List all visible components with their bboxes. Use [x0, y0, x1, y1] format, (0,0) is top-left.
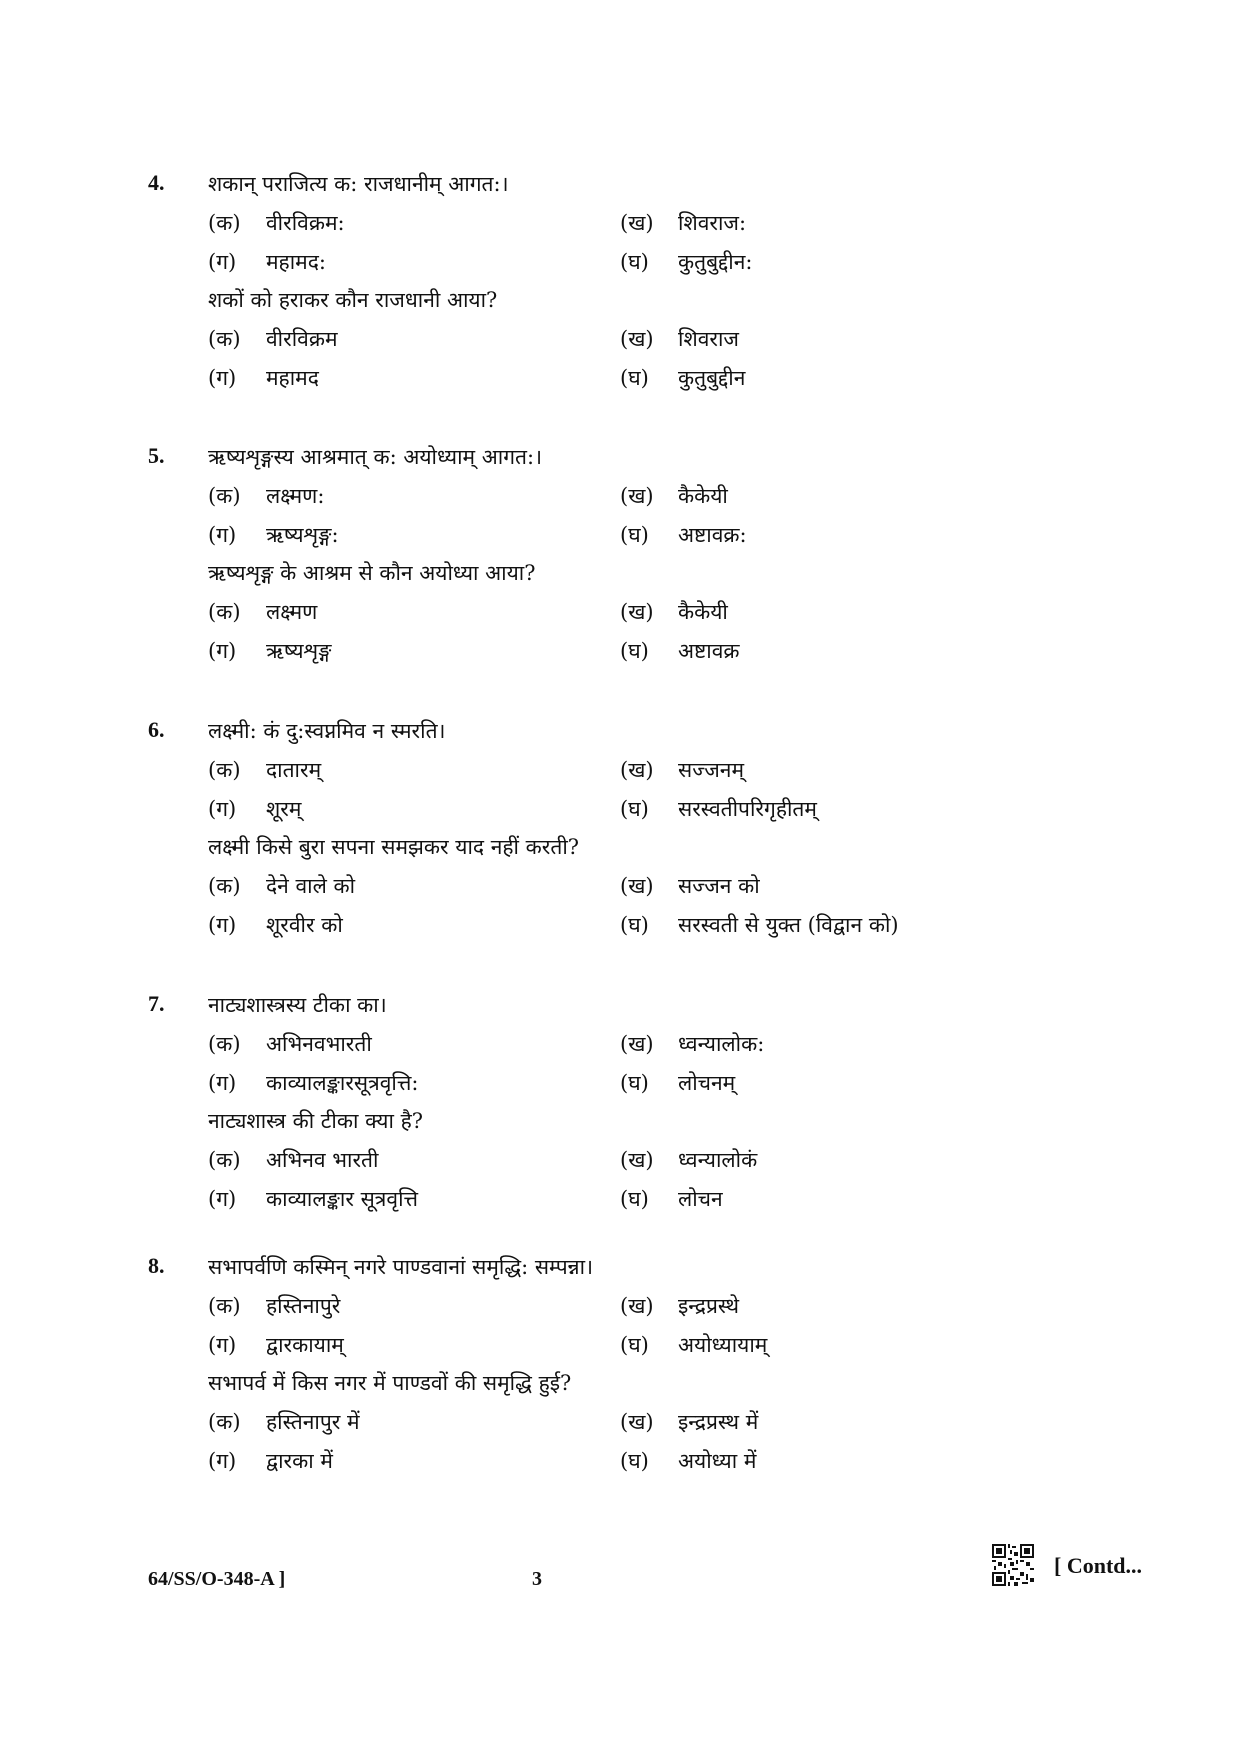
paper-code: 64/SS/O-348-A ]	[148, 1568, 286, 1590]
option-ga: (ग) द्वारका में	[208, 1449, 333, 1473]
option-ka: (क) लक्ष्मण	[208, 600, 318, 624]
question-hindi: शकों को हराकर कौन राजधानी आया?	[208, 288, 498, 312]
option-ka: (क) देने वाले को	[208, 874, 356, 898]
question-hindi: ऋष्यशृङ्ग के आश्रम से कौन अयोध्या आया?	[208, 561, 536, 585]
question-sanskrit: ऋष्यशृङ्गस्य आश्रमात् क: अयोध्याम् आगत:।	[208, 445, 543, 469]
option-ka: (क) लक्ष्मण:	[208, 484, 325, 508]
question-number: 8.	[148, 1253, 165, 1278]
question-hindi: नाट्यशास्त्र की टीका क्या है?	[208, 1109, 424, 1133]
option-ga: (ग) शूरम्	[208, 797, 302, 821]
option-kha: (ख) ध्वन्यालोकं	[620, 1148, 758, 1172]
option-ka: (क) हस्तिनापुर में	[208, 1410, 360, 1434]
option-kha: (ख) सज्जनम्	[620, 758, 745, 782]
option-kha: (ख) कैकेयी	[620, 484, 728, 508]
option-kha: (ख) ध्वन्यालोक:	[620, 1032, 765, 1056]
continued-marker: [ Contd...	[1054, 1553, 1143, 1578]
option-ga: (ग) शूरवीर को	[208, 913, 343, 937]
question-sanskrit: नाट्यशास्त्रस्य टीका का।	[208, 993, 387, 1017]
option-gha: (घ) कुतुबुद्दीन:	[620, 250, 753, 274]
qr-code-icon	[992, 1544, 1034, 1586]
option-ga: (ग) महामद	[208, 366, 319, 390]
option-ka: (क) दातारम्	[208, 758, 322, 782]
question-sanskrit: सभापर्वणि कस्मिन् नगरे पाण्डवानां समृद्धि: सम्पन्ना।	[208, 1255, 594, 1279]
option-ga: (ग) ऋष्यशृङ्ग:	[208, 523, 339, 547]
option-kha: (ख) शिवराज	[620, 327, 740, 351]
question-number: 6.	[148, 717, 165, 742]
question-sanskrit: लक्ष्मी: कं दु:स्वप्नमिव न स्मरति।	[208, 719, 446, 743]
option-kha: (ख) सज्जन को	[620, 874, 760, 898]
question-number: 7.	[148, 991, 165, 1016]
question-number: 4.	[148, 170, 165, 195]
option-gha: (घ) सरस्वती से युक्त (विद्वान को)	[620, 913, 899, 937]
option-gha: (घ) अष्टावक्र	[620, 639, 740, 663]
option-ga: (ग) ऋष्यशृङ्ग	[208, 639, 332, 663]
option-ga: (ग) महामद:	[208, 250, 326, 274]
question-number: 5.	[148, 443, 165, 468]
option-ga: (ग) काव्यालङ्कार सूत्रवृत्ति	[208, 1187, 419, 1211]
option-kha: (ख) कैकेयी	[620, 600, 728, 624]
option-kha: (ख) शिवराज:	[620, 211, 747, 235]
option-gha: (घ) लोचनम्	[620, 1071, 736, 1095]
option-ga: (ग) द्वारकायाम्	[208, 1333, 344, 1357]
option-gha: (घ) कुतुबुद्दीन	[620, 366, 746, 390]
option-ga: (ग) काव्यालङ्कारसूत्रवृत्ति:	[208, 1071, 419, 1095]
option-kha: (ख) इन्द्रप्रस्थ में	[620, 1410, 759, 1434]
option-gha: (घ) लोचन	[620, 1187, 723, 1211]
page-number: 3	[532, 1568, 542, 1590]
option-ka: (क) वीरविक्रम:	[208, 211, 345, 235]
option-ka: (क) हस्तिनापुरे	[208, 1294, 341, 1318]
option-ka: (क) वीरविक्रम	[208, 327, 338, 351]
option-gha: (घ) अष्टावक्र:	[620, 523, 747, 547]
option-kha: (ख) इन्द्रप्रस्थे	[620, 1294, 740, 1318]
option-gha: (घ) अयोध्यायाम्	[620, 1333, 768, 1357]
option-ka: (क) अभिनवभारती	[208, 1032, 372, 1056]
question-sanskrit: शकान् पराजित्य क: राजधानीम् आगत:।	[208, 172, 509, 196]
option-gha: (घ) अयोध्या में	[620, 1449, 757, 1473]
question-hindi: लक्ष्मी किसे बुरा सपना समझकर याद नहीं करती?	[208, 835, 580, 859]
option-gha: (घ) सरस्वतीपरिगृहीतम्	[620, 797, 817, 821]
question-hindi: सभापर्व में किस नगर में पाण्डवों की समृद्धि हुई?	[208, 1371, 572, 1395]
option-ka: (क) अभिनव भारती	[208, 1148, 379, 1172]
